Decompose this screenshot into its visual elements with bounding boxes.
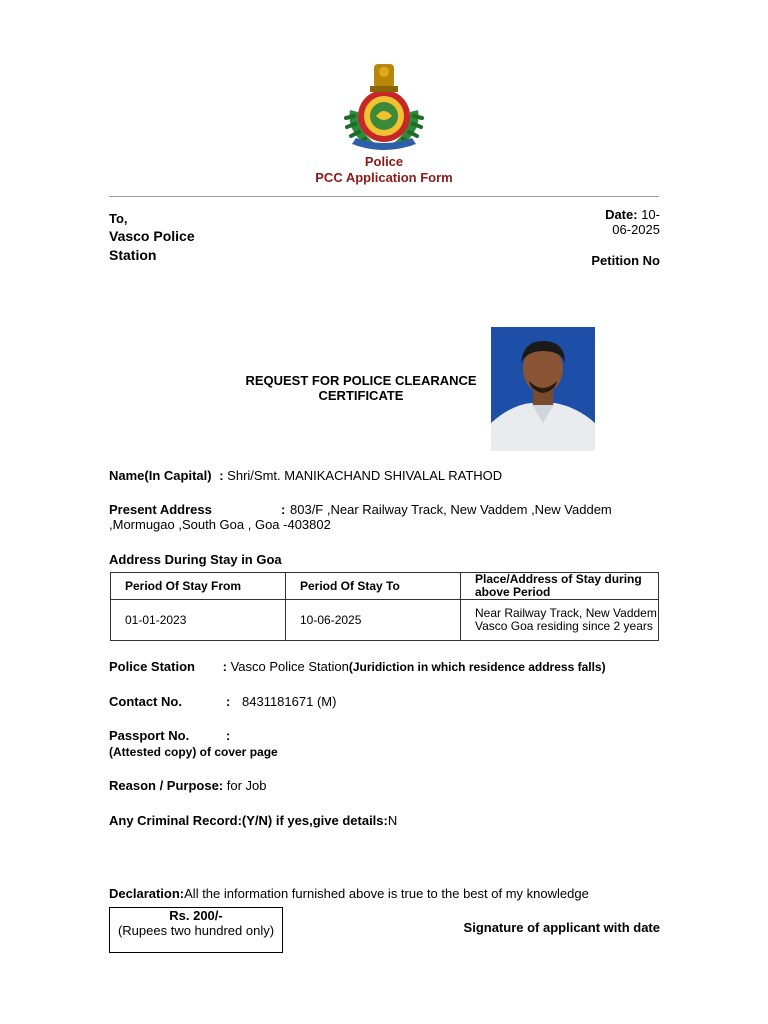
passport-label: Passport No. [109,728,190,743]
present-address-label: Present Address [109,502,212,517]
request-title-line2: CERTIFICATE [318,388,404,403]
stay-table [110,572,659,641]
present-address-line1: 803/F ,Near Railway Track, New Vaddem ,New Vaddem [290,502,612,517]
table-cell: 10-06-2025 [286,600,461,641]
police-station-addressee-line2: Station [109,247,157,263]
date-value-part1: 10- [641,207,660,222]
applicant-photo [491,327,595,451]
name-label: Name(In Capital) [109,468,212,483]
criminal-record-row [109,813,397,828]
fee-amount: Rs. 200/- [169,908,223,923]
header-divider [109,196,659,197]
date-block [560,207,660,222]
declaration-row [109,886,669,901]
name-value: Shri/Smt. MANIKACHAND SHIVALAL RATHOD [227,468,503,483]
form-title: PCC Application Form [315,170,453,185]
table-cell: Near Railway Track, New Vaddem Vasco Goa residing since 2 years [461,600,659,641]
reason-label: Reason / Purpose: [109,778,224,793]
petition-no-label: Petition No [591,253,660,268]
org-title: Police [364,154,404,169]
reason-row [109,778,267,793]
signature-label: Signature of applicant with date [463,920,660,935]
fee-box [109,907,283,953]
table-header-cell: Period Of Stay From [111,573,286,600]
police-station-addressee-line1: Vasco Police [109,228,195,244]
table-header-row [111,573,659,600]
contact-label: Contact No. [109,694,182,709]
table-header-cell: Period Of Stay To [286,573,461,600]
name-row [109,468,669,483]
police-station-note: (Juridiction in which residence address falls) [348,660,606,674]
police-station-value: Vasco Police Station [230,659,349,674]
criminal-record-value: N [387,813,398,828]
stay-heading: Address During Stay in Goa [109,552,282,567]
table-header-cell: Place/Address of Stay during above Period [461,573,659,600]
to-label: To, [109,211,128,226]
police-emblem-logo [340,60,428,154]
contact-separator: : [226,694,231,709]
passport-separator: : [226,728,231,743]
present-address-separator: : [281,502,286,517]
table-row [111,600,659,641]
name-separator: : [219,468,224,483]
present-address-line2: ,Mormugao ,South Goa , Goa -403802 [109,517,331,532]
declaration-text: All the information furnished above is true to the best of my knowledge [184,886,589,901]
police-station-separator: : [222,659,227,674]
fee-words: (Rupees two hundred only) [117,923,275,938]
contact-value: 8431181671 (M) [242,694,337,709]
date-value-part2: 06-2025 [612,222,660,237]
criminal-record-label: Any Criminal Record:(Y/N) if yes,give details: [109,813,388,828]
date-label: Date: [605,207,638,222]
table-cell: 01-01-2023 [111,600,286,641]
declaration-label: Declaration: [109,886,185,901]
police-station-label: Police Station [109,659,195,674]
reason-value: for Job [226,778,267,793]
police-station-row [109,659,669,674]
request-title-line1: REQUEST FOR POLICE CLEARANCE [245,373,477,388]
passport-note: (Attested copy) of cover page [109,745,278,759]
